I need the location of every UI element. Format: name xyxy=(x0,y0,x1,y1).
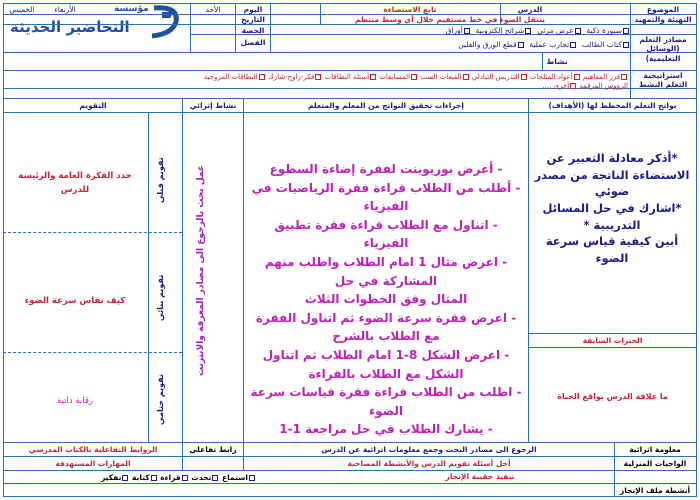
strategies-row2 xyxy=(230,82,628,91)
procedure-step: - اعرض مثال 1 امام الطلاب واطلب منهم المشاركة في حل xyxy=(264,254,508,288)
resource-smartboard: سبورة ذكية xyxy=(586,26,622,35)
pre-evaluation-label: تقويم قبلي xyxy=(156,157,165,203)
prior-knowledge-label: الخبرات السابقة xyxy=(582,336,643,345)
strategy-concept-sorting: فرز المفاهيم xyxy=(582,73,620,81)
lesson-label: الدرس xyxy=(517,5,543,14)
goal-item: *اشارك في حل المسائل التدريبية * xyxy=(542,201,682,232)
portfolio-label: أنشطة ملف الإنجاز xyxy=(619,486,691,495)
portfolio-value: تنفيذ حقيبة الإنجاز xyxy=(445,472,515,481)
strategy-think-pair-share: فكر-زاوج-شارك xyxy=(267,73,315,81)
procedure-step: - يشارك الطلاب في حل مراجعة 1-1 xyxy=(279,422,493,437)
checkbox-icon[interactable] xyxy=(249,475,255,481)
checkbox-icon[interactable] xyxy=(151,475,157,481)
evaluation-column-header: التقويم xyxy=(79,101,107,110)
checkbox-icon[interactable] xyxy=(411,74,417,80)
skill-reading: قراءة xyxy=(160,473,181,482)
checkbox-icon[interactable] xyxy=(518,42,524,48)
goal-item: أبين كيفية قياس سرعة الضوء xyxy=(545,234,679,266)
resource-experiments: تجارب عملية xyxy=(529,40,570,49)
goals-column-header: نواتج التعلم المخطط لها (الأهداف) xyxy=(548,101,677,110)
formative-evaluation-text: كيف نقاس سرعة الضوء xyxy=(24,296,126,306)
pre-evaluation-text: حدد الفكرة العامة والرئيسة للدرس xyxy=(18,171,132,195)
resource-student-book: كتاب الطالب xyxy=(581,40,622,49)
formative-evaluation-label: تقويم بنائي xyxy=(156,274,165,322)
checkbox-icon[interactable] xyxy=(464,28,470,34)
day-thursday: الخميس xyxy=(9,5,35,14)
procedure-step: - اعرض الشكل 8-1 امام الطلاب ثم اتناول الشكل مع الطلاب بالقراءة xyxy=(262,347,510,381)
date-label: التاريخ xyxy=(241,15,265,24)
activity-label: نشاط xyxy=(546,57,568,66)
checkbox-icon[interactable] xyxy=(182,475,188,481)
skill-speaking: تحدث xyxy=(191,473,212,482)
resources-row1 xyxy=(300,26,630,35)
goals-list xyxy=(532,150,692,267)
procedures-column-header: إجراءات تحقيق النواتج من المعلم والمتعلم xyxy=(308,101,464,110)
interactive-link-label: رابط تفاعلي xyxy=(189,445,237,454)
day-sunday: الأحد xyxy=(205,5,221,14)
procedure-step: - اطلب من الطلاب قراءة فقرة قياسات سرعة الضوء xyxy=(250,385,522,418)
procedure-step: - أعرض بوربوينت لفقرة إضاءة السطوع xyxy=(269,162,503,176)
intro-label: التهيئة والتمهيد xyxy=(634,15,692,24)
resource-slides: شرائح إلكترونية xyxy=(475,26,525,35)
resource-paper-cork: قطع الورق والفلين xyxy=(458,40,517,49)
resources-row2 xyxy=(300,40,630,49)
strategies-row1 xyxy=(6,73,628,82)
checkbox-icon[interactable] xyxy=(525,28,531,34)
checkbox-icon[interactable] xyxy=(212,475,218,481)
procedure-step: - اتناول مع الطلاب قراءة فقرة تطبيق الفيزياء xyxy=(274,217,498,251)
skills-label: المهارات المستهدفة xyxy=(55,459,131,468)
checkbox-icon[interactable] xyxy=(621,74,627,80)
skills-checkboxes xyxy=(6,473,256,482)
resource-visual-display: عرض مرئي xyxy=(537,26,574,35)
checkbox-icon[interactable] xyxy=(623,28,629,34)
lesson-value: تابع الاستضاءة xyxy=(383,5,437,14)
life-link-text: ما علاقة الدرس بواقع الحياة xyxy=(557,392,668,401)
period-label: الحصة xyxy=(241,26,265,35)
strategies-label: استراتيجية التعلم النشط xyxy=(638,71,688,90)
skill-thinking: تفكير xyxy=(101,473,122,482)
resources-label: مصادر التعلم (الوسائل التعليمية) xyxy=(639,35,687,63)
interactive-link-value[interactable]: الروابط التفاعلية بالكتاب المدرسي xyxy=(28,445,158,454)
enrich-info-value: الرجوع الى مصادر البحث وجمع معلومات اثرائية عن الدرس xyxy=(321,445,537,454)
checkbox-icon[interactable] xyxy=(370,74,376,80)
final-evaluation-text: رقابة ذاتية xyxy=(56,396,94,406)
checkbox-icon[interactable] xyxy=(574,74,580,80)
strategy-competitions: المسابقات xyxy=(379,73,411,81)
logo-line1: مؤسسة xyxy=(114,4,149,14)
checkbox-icon[interactable] xyxy=(122,475,128,481)
strategy-popsicle-sticks: أعواد المثلجات xyxy=(529,73,573,81)
procedure-step: - أطلب من الطلاب قراءة فقرة الرياضيات في الفيزياء xyxy=(251,180,521,214)
strategy-fan-cards: البطاقات المروحية xyxy=(203,73,258,81)
skill-listening: استماع xyxy=(222,473,248,482)
homework-value: أحل أسئلة تقويم الدرس والأنشطة المصاحبة xyxy=(347,459,511,468)
procedures-list xyxy=(250,160,522,439)
enrichment-text: عمل بحث بالرجوع الى مصادر المعرفة والانترنت xyxy=(196,164,206,376)
strategy-reciprocal: التدريس التبادلي xyxy=(471,73,520,81)
checkbox-icon[interactable] xyxy=(570,42,576,48)
checkbox-icon[interactable] xyxy=(570,83,576,89)
enrichment-column-header: نشاط إثرائي xyxy=(189,101,237,110)
logo-line2: التحاضير الحديثة xyxy=(10,18,130,36)
strategy-other: أخرى .... xyxy=(542,82,570,90)
procedure-step: المثال وفق الخطوات الثلاث xyxy=(304,292,468,307)
final-evaluation-label: تقويم ختامي xyxy=(156,374,165,426)
enrich-info-label: معلومة اثرائية xyxy=(629,445,681,454)
checkbox-icon[interactable] xyxy=(259,74,265,80)
class-label: الفصل xyxy=(240,38,266,47)
intro-value: ينتقل الضوء في خط مستقيم خلال أي وسط منتظم xyxy=(355,15,545,24)
strategy-six-hats: القبعات الست xyxy=(420,73,462,81)
checkbox-icon[interactable] xyxy=(623,42,629,48)
checkbox-icon[interactable] xyxy=(315,74,321,80)
homework-label: الواجبات المنزلية xyxy=(623,459,687,468)
procedure-step: - اعرض فقرة سرعة الضوء ثم اتناول الفقرة مع الطلاب بالشرح xyxy=(255,310,517,344)
strategy-card-questions: أسئلة البطاقات xyxy=(324,73,370,81)
checkbox-icon[interactable] xyxy=(521,74,527,80)
checkbox-icon[interactable] xyxy=(463,74,469,80)
resource-papers: أوراق xyxy=(445,26,463,35)
day-label: اليوم xyxy=(243,5,263,14)
day-wednesday: الأربعاء xyxy=(54,5,76,14)
goal-item: *أذكر معادلة التعبير عن الاستضاءة الناتجة من مصدر ضوئي xyxy=(534,151,690,199)
subject-label: الموضوع xyxy=(646,5,680,14)
checkbox-icon[interactable] xyxy=(575,28,581,34)
strategy-numbered-heads: الرؤوس المرقمة xyxy=(579,82,628,90)
skill-writing: كتابة xyxy=(132,473,150,482)
